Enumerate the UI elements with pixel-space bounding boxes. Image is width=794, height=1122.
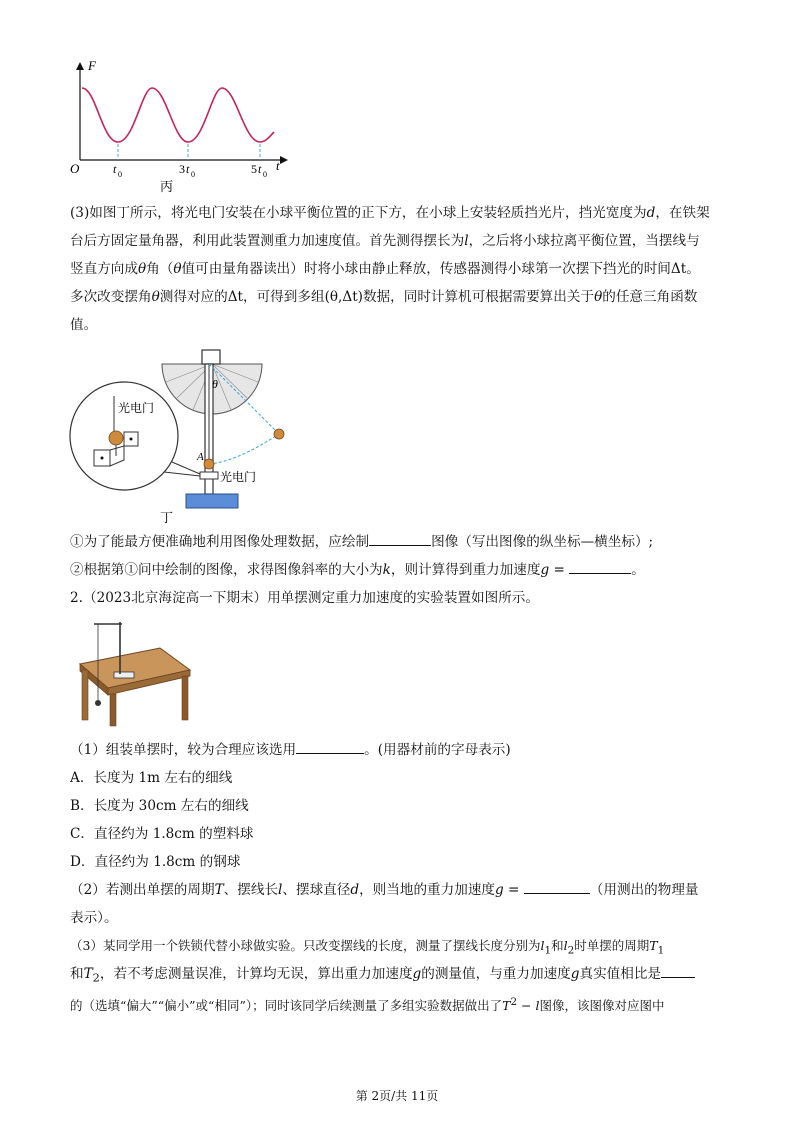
graph-bing bbox=[66, 56, 296, 196]
var-l-2: l bbox=[278, 882, 283, 898]
var-T-sup: 2 bbox=[510, 996, 518, 1008]
p2q2-f: （用测出的物理量 bbox=[589, 882, 699, 898]
theta-1: θ bbox=[137, 261, 147, 277]
var-k: k bbox=[382, 562, 391, 578]
var-g-4: g bbox=[570, 966, 580, 982]
var-T2: T bbox=[83, 966, 93, 982]
tick-5t0: t bbox=[258, 162, 262, 176]
stand-clamp bbox=[202, 350, 220, 364]
p2q2-eq: = bbox=[503, 882, 524, 898]
q3-line3d: 。 bbox=[686, 261, 700, 277]
var-g: g bbox=[540, 562, 550, 578]
axis-t-label: t bbox=[276, 158, 280, 173]
var-l1-sub: 1 bbox=[544, 944, 552, 957]
p2q2-c: 、摆球直径 bbox=[282, 882, 351, 898]
q3-line2b: ，之后将小球拉离平衡位置，当摆线与 bbox=[468, 233, 700, 249]
q3-line5: 值。 bbox=[70, 317, 98, 333]
p2q4-b: ，若不考虑测量误准，计算均无误，算出重力加速度 bbox=[99, 966, 413, 982]
tick-3t0-sub: 0 bbox=[191, 170, 195, 179]
p2q1-a: （1）组装单摆时，较为合理应该选用 bbox=[70, 742, 297, 758]
option-b: B．长度为 30cm 左右的细线 bbox=[70, 798, 249, 814]
var-l: l bbox=[464, 233, 469, 249]
p2q1-b: 。(用器材前的字母表示) bbox=[364, 742, 511, 758]
answer-blank-5[interactable] bbox=[661, 963, 695, 978]
p2q5-a: 的（选填“偏大”“偏小”或“相同”）；同时该同学后续测量了多组实验数据做出了 bbox=[70, 998, 503, 1014]
subq1-b: 图像（写出图像的纵坐标—横坐标）; bbox=[431, 534, 654, 550]
q3-line4d: 数据，同时计算机可根据需要算出关于 bbox=[362, 289, 595, 305]
answer-blank-4[interactable] bbox=[524, 879, 590, 894]
stand-base bbox=[186, 494, 238, 508]
p2q2-d: ，则当地的重力加速度 bbox=[359, 882, 496, 898]
figure-ding bbox=[66, 344, 306, 524]
var-T1: T bbox=[649, 938, 658, 953]
var-d: d bbox=[646, 205, 656, 221]
ball-swung bbox=[274, 429, 284, 439]
caption-bing: 丙 bbox=[160, 180, 174, 195]
q3-line4c: ，可得到多组 bbox=[243, 289, 325, 305]
var-T: T bbox=[214, 882, 224, 898]
p2q3-b: 时单摆的周期 bbox=[574, 938, 650, 953]
p2q2-a: （2）若测出单摆的周期 bbox=[70, 882, 215, 898]
option-d: D．直径约为 1.8cm 的钢球 bbox=[70, 854, 241, 870]
var-l-3: l bbox=[535, 998, 540, 1014]
p2q5-b: 图像，该图像对应图中 bbox=[539, 998, 665, 1014]
theta-2: θ bbox=[173, 261, 182, 277]
caption-ding: 丁 bbox=[160, 511, 174, 524]
q3-line2a: 台后方固定量角器，利用此装置测重力加速度值。首先测得摆长为 bbox=[70, 233, 465, 249]
p2q5-dash: − bbox=[517, 998, 536, 1014]
tick-3t0: t bbox=[186, 162, 190, 176]
q3-line3b: 角（ bbox=[146, 261, 174, 277]
delta-t-1: Δt bbox=[670, 261, 687, 277]
tick-5t0-coef: 5 bbox=[251, 162, 257, 176]
q3-line3a: 竖直方向成 bbox=[70, 261, 138, 277]
var-l2-sub: 2 bbox=[567, 944, 575, 957]
ball-zoom bbox=[109, 431, 123, 445]
var-l1: l bbox=[540, 938, 545, 953]
label-theta: θ bbox=[212, 377, 218, 391]
theta-4: θ bbox=[594, 289, 603, 305]
answer-blank-2[interactable] bbox=[569, 559, 631, 574]
p2q3-a: （3）某同学用一个铁锁代替小球做实验。只改变摆线的长度，测量了摆线长度分别为 bbox=[70, 938, 541, 953]
theta-dt-pair: (θ,Δt) bbox=[324, 289, 363, 305]
q3-line1: (3)如图丁所示，将光电门安装在小球平衡位置的正下方，在小球上安装轻质挡光片，挡光宽度为 bbox=[70, 205, 647, 221]
p2q2-b: 、摆线长 bbox=[223, 882, 279, 898]
p2q3-and: 和 bbox=[551, 938, 564, 953]
tick-3t0-coef: 3 bbox=[179, 162, 185, 176]
subq2-eq: = bbox=[549, 562, 570, 578]
theta-3: θ bbox=[151, 289, 160, 305]
q3-line4a: 多次改变摆角 bbox=[70, 289, 152, 305]
tick-t0: t bbox=[113, 162, 117, 176]
option-c: C．直径约为 1.8cm 的塑料球 bbox=[70, 826, 254, 842]
tick-t0-sub: 0 bbox=[118, 170, 122, 179]
q3-paragraph bbox=[70, 199, 730, 339]
subq2-d: 。 bbox=[631, 562, 645, 578]
subq2-a: ②根据第①问中绘制的图像，求得图像斜率的大小为 bbox=[70, 562, 383, 578]
p2q2-g: 表示）。 bbox=[70, 910, 118, 926]
var-l2: l bbox=[563, 938, 568, 953]
subq1-a: ①为了能最方便准确地利用图像处理数据，应绘制 bbox=[70, 534, 370, 550]
q3-line4b: 测得对应的 bbox=[159, 289, 228, 305]
var-g-3: g bbox=[412, 966, 422, 982]
label-gate-zoom: 光电门 bbox=[118, 401, 155, 415]
q3-line3c: 值可由量角器读出）时将小球由静止释放，传感器测得小球第一次摆下挡光的时间 bbox=[181, 261, 671, 277]
photogate bbox=[200, 472, 218, 479]
subq2-b: ，则计算得到重力加速度 bbox=[390, 562, 541, 578]
delta-t-2: Δt bbox=[227, 289, 243, 305]
var-T-sq: T bbox=[502, 998, 511, 1014]
q3-line4e: 的任意三角函数 bbox=[602, 289, 698, 305]
force-curve bbox=[82, 88, 274, 142]
answer-blank-1[interactable] bbox=[369, 531, 431, 546]
q3-line1-tail: ，在铁架 bbox=[655, 205, 710, 221]
p2q4-a: 和 bbox=[70, 966, 84, 982]
figure-pendulum-table bbox=[74, 618, 194, 728]
axis-f-label: F bbox=[88, 58, 96, 73]
origin-label: O bbox=[70, 161, 80, 176]
answer-blank-3[interactable] bbox=[296, 739, 364, 754]
problem2 bbox=[70, 736, 730, 1016]
p2q4-c: 的测量值，与重力加速度 bbox=[421, 966, 571, 982]
pendulum-bob bbox=[95, 700, 101, 706]
option-a: A．长度为 1m 左右的细线 bbox=[70, 770, 233, 786]
var-g-2: g bbox=[495, 882, 504, 898]
p2q4-d: 真实值相比是 bbox=[579, 966, 662, 982]
var-T2-sub: 2 bbox=[92, 970, 100, 985]
page-footer: 第 2页/共 11页 bbox=[355, 1089, 439, 1103]
var-T1-sub: 1 bbox=[657, 944, 665, 957]
label-gate: 光电门 bbox=[220, 470, 257, 484]
sub-questions bbox=[70, 528, 730, 612]
problem2-intro: 2.（2023北京海淀高一下期末）用单摆测定重力加速度的实验装置如图所示。 bbox=[70, 590, 539, 606]
label-a: A bbox=[197, 451, 204, 463]
ball-a bbox=[204, 459, 214, 469]
var-d-2: d bbox=[350, 882, 360, 898]
tick-5t0-sub: 0 bbox=[263, 170, 267, 179]
